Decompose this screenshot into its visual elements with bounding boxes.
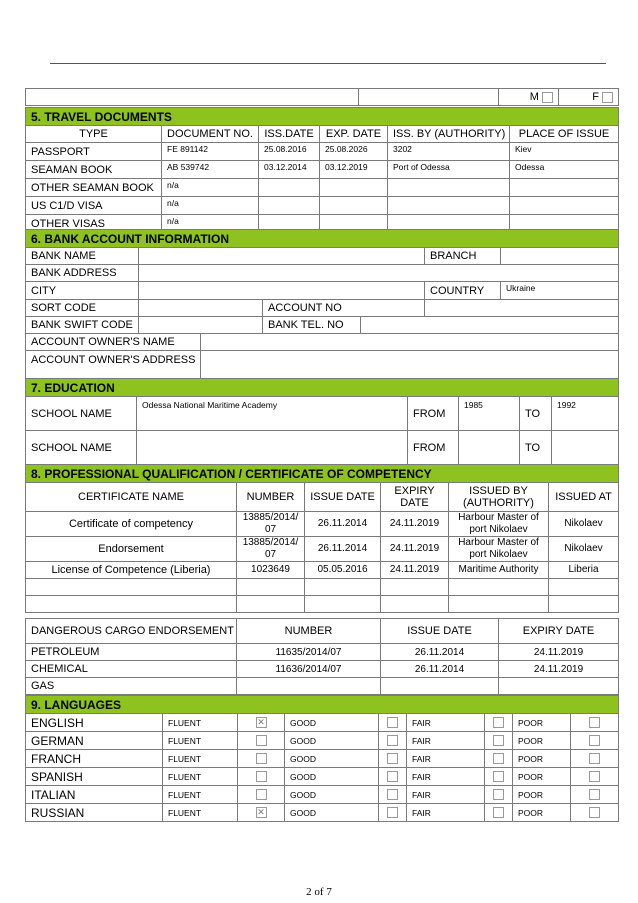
travel-header-cell: ISS. BY (AUTHORITY) [388,126,510,143]
qualification-field[interactable]: 24.11.2019 [381,562,449,579]
qualification-field[interactable] [305,596,381,613]
dangerous-header-row [26,619,619,644]
school-name-label: SCHOOL NAME [26,431,137,465]
qualification-field[interactable]: Nikolaev [549,512,619,537]
travel-field[interactable]: Port of Odessa [388,161,510,179]
level-checkbox[interactable] [589,735,600,746]
travel-field[interactable]: 3202 [388,143,510,161]
qualification-row [26,512,619,537]
level-checkbox-cell[interactable] [571,768,619,786]
travel-field[interactable] [510,197,619,215]
qualification-field[interactable] [549,579,619,596]
school-name-field[interactable]: Odessa National Maritime Academy [137,397,408,431]
travel-field[interactable] [259,197,320,215]
travel-field[interactable]: Kiev [510,143,619,161]
to-label: TO [520,431,552,465]
swift-label: BANK SWIFT CODE [26,317,139,334]
city-label: CITY [26,282,139,300]
certificate-name[interactable] [26,596,237,613]
section-title-education: 7. EDUCATION [26,379,619,397]
level-checkbox-cell[interactable] [485,750,513,768]
qualification-field[interactable] [305,579,381,596]
language-name: ITALIAN [26,786,163,804]
level-checkbox[interactable] [589,789,600,800]
level-label: GOOD [285,768,379,786]
travel-field[interactable]: n/a [162,215,259,233]
account-no-field[interactable] [425,300,619,317]
language-row [26,804,619,822]
qualification-table [25,464,619,613]
bank-tel-field[interactable] [361,317,619,334]
travel-field[interactable]: 25.08.2026 [320,143,388,161]
level-checkbox-cell[interactable] [238,714,285,732]
language-name: SPANISH [26,768,163,786]
level-checkbox[interactable] [493,807,504,818]
level-checkbox-cell[interactable] [379,714,407,732]
owner-name-label: ACCOUNT OWNER'S NAME [26,334,201,351]
qualification-row [26,537,619,562]
level-label: POOR [513,768,571,786]
level-label: GOOD [285,804,379,822]
dangerous-header-cell: NUMBER [237,619,381,644]
qualification-field[interactable]: Nikolaev [549,537,619,562]
level-checkbox-cell[interactable] [238,804,285,822]
level-checkbox[interactable] [589,807,600,818]
section-title-travel: 5. TRAVEL DOCUMENTS [26,108,619,126]
level-checkbox-cell[interactable] [238,732,285,750]
certificate-name[interactable]: Endorsement [26,537,237,562]
cargo-field[interactable]: 24.11.2019 [499,661,619,678]
level-checkbox[interactable] [387,753,398,764]
section-title-languages: 9. LANGUAGES [26,696,619,714]
level-checkbox-cell[interactable] [571,804,619,822]
level-label: FLUENT [163,732,238,750]
bank-name-field[interactable] [139,248,425,265]
level-checkbox-cell[interactable] [485,786,513,804]
level-label: POOR [513,750,571,768]
level-checkbox[interactable]: ✕ [257,717,265,728]
travel-field[interactable]: 03.12.2014 [259,161,320,179]
language-row [26,732,619,750]
owner-address-label: ACCOUNT OWNER'S ADDRESS [26,351,201,381]
level-label: FAIR [407,732,485,750]
qualification-field[interactable] [237,579,305,596]
cargo-type-label: CHEMICAL [26,661,237,678]
level-checkbox[interactable] [387,807,398,818]
qualification-row [26,596,619,613]
cargo-type-label: GAS [26,678,237,695]
qualification-field[interactable]: 26.11.2014 [305,512,381,537]
travel-row [26,179,619,197]
bank-tel-label: BANK TEL. NO [263,317,361,334]
qualification-field[interactable] [449,596,549,613]
level-checkbox[interactable] [493,753,504,764]
level-label: FAIR [407,768,485,786]
education-table [25,378,619,465]
level-checkbox[interactable] [589,753,600,764]
level-checkbox[interactable] [256,789,267,800]
level-checkbox[interactable] [493,771,504,782]
to-field[interactable] [552,431,619,465]
travel-type-label: OTHER VISAS [26,215,162,233]
qualification-field[interactable]: 24.11.2019 [381,537,449,562]
language-row [26,768,619,786]
level-label: FAIR [407,750,485,768]
qualification-field[interactable] [381,579,449,596]
section-title-qualification: 8. PROFESSIONAL QUALIFICATION / CERTIFICATE OF COMPETENCY [26,465,619,483]
travel-field[interactable] [388,179,510,197]
qualification-field[interactable]: 1023649 [237,562,305,579]
sort-code-field[interactable] [139,300,263,317]
level-label: FAIR [407,786,485,804]
level-label: GOOD [285,750,379,768]
gender-f-checkbox[interactable] [602,92,613,103]
travel-field[interactable]: n/a [162,179,259,197]
travel-header-cell: ISS.DATE [259,126,320,143]
qualification-field[interactable]: Harbour Master of port Nikolaev [449,512,549,537]
certificate-name[interactable]: Certificate of competency [26,512,237,537]
qualification-field[interactable] [549,596,619,613]
level-label: POOR [513,714,571,732]
level-label: FLUENT [163,768,238,786]
level-label: POOR [513,732,571,750]
languages-table [25,695,619,822]
level-label: FLUENT [163,804,238,822]
cargo-field[interactable]: 26.11.2014 [381,661,499,678]
level-checkbox-cell[interactable] [571,750,619,768]
travel-field[interactable]: n/a [162,197,259,215]
travel-type-label: SEAMAN BOOK [26,161,162,179]
bank-address-field[interactable] [139,265,619,282]
qualification-field[interactable] [449,579,549,596]
dangerous-cargo-table [25,618,619,695]
qualification-header-cell: ISSUED BY (AUTHORITY) [449,483,549,512]
travel-field[interactable] [320,179,388,197]
dangerous-row [26,678,619,695]
gender-f-cell[interactable] [559,89,619,106]
dangerous-header-cell: EXPIRY DATE [499,619,619,644]
qualification-header-cell: CERTIFICATE NAME [26,483,237,512]
swift-field[interactable] [139,317,263,334]
qualification-field[interactable]: 05.05.2016 [305,562,381,579]
level-checkbox-cell[interactable] [571,714,619,732]
level-checkbox[interactable] [387,735,398,746]
qualification-row [26,562,619,579]
level-checkbox-cell[interactable] [485,714,513,732]
cargo-field[interactable]: 24.11.2019 [499,644,619,661]
level-checkbox[interactable] [256,735,267,746]
travel-field[interactable] [259,179,320,197]
level-checkbox-cell[interactable] [238,786,285,804]
gender-m-label: M [529,91,539,103]
level-checkbox-cell[interactable] [485,768,513,786]
level-checkbox-cell[interactable] [485,804,513,822]
qualification-field[interactable] [381,596,449,613]
qualification-field[interactable]: 26.11.2014 [305,537,381,562]
to-label: TO [520,397,552,431]
education-row [26,431,619,465]
travel-field[interactable]: 03.12.2019 [320,161,388,179]
qualification-field[interactable]: 13885/2014/ 07 [237,537,305,562]
language-name: GERMAN [26,732,163,750]
qualification-field[interactable]: Harbour Master of port Nikolaev [449,537,549,562]
gender-row-table [25,88,619,106]
section-title-bank: 6. BANK ACCOUNT INFORMATION [26,230,619,248]
language-row [26,750,619,768]
header-rule [50,63,606,64]
bank-account-table [25,229,619,381]
level-checkbox[interactable] [493,717,504,728]
level-checkbox[interactable] [387,771,398,782]
language-name: RUSSIAN [26,804,163,822]
travel-row [26,143,619,161]
travel-row [26,197,619,215]
level-checkbox[interactable] [387,789,398,800]
language-name: ENGLISH [26,714,163,732]
language-row [26,714,619,732]
level-checkbox-cell[interactable] [379,750,407,768]
level-checkbox-cell[interactable] [379,804,407,822]
education-row [26,397,619,431]
level-checkbox-cell[interactable] [238,750,285,768]
owner-name-field[interactable] [201,334,619,351]
travel-field[interactable]: FE 891142 [162,143,259,161]
level-checkbox-cell[interactable] [571,732,619,750]
from-label: FROM [408,431,459,465]
level-checkbox[interactable] [256,771,267,782]
qualification-field[interactable]: 13885/2014/ 07 [237,512,305,537]
cargo-field[interactable]: 11635/2014/07 [237,644,381,661]
travel-header-cell: TYPE [26,126,162,143]
bank-address-label: BANK ADDRESS [26,265,139,282]
cargo-field[interactable]: 11636/2014/07 [237,661,381,678]
level-checkbox-cell[interactable] [571,786,619,804]
cargo-field[interactable]: 26.11.2014 [381,644,499,661]
qualification-field[interactable]: 24.11.2019 [381,512,449,537]
travel-field[interactable] [320,197,388,215]
travel-field[interactable] [388,197,510,215]
qualification-field[interactable] [237,596,305,613]
level-label: GOOD [285,732,379,750]
level-label: FLUENT [163,786,238,804]
level-label: FLUENT [163,750,238,768]
branch-label: BRANCH [425,248,501,265]
travel-field[interactable]: AB 539742 [162,161,259,179]
school-name-label: SCHOOL NAME [26,397,137,431]
page-number: 2 of 7 [306,886,332,898]
level-label: GOOD [285,786,379,804]
dangerous-header-cell: DANGEROUS CARGO ENDORSEMENT [26,619,237,644]
travel-documents-table [25,107,619,233]
level-label: FAIR [407,714,485,732]
travel-type-label: PASSPORT [26,143,162,161]
cargo-type-label: PETROLEUM [26,644,237,661]
from-label: FROM [408,397,459,431]
level-checkbox-cell[interactable] [485,732,513,750]
to-field[interactable]: 1992 [552,397,619,431]
qualification-field[interactable]: Liberia [549,562,619,579]
travel-header-cell: EXP. DATE [320,126,388,143]
level-label: FAIR [407,804,485,822]
certificate-name[interactable] [26,579,237,596]
travel-header-cell: PLACE OF ISSUE [510,126,619,143]
level-label: GOOD [285,714,379,732]
gender-m-cell[interactable] [499,89,559,106]
level-checkbox[interactable]: ✕ [257,807,265,818]
branch-field[interactable] [501,248,619,265]
country-field[interactable]: Ukraine [501,282,619,300]
level-label: POOR [513,804,571,822]
level-checkbox[interactable] [493,735,504,746]
owner-address-field[interactable] [201,351,619,381]
from-field[interactable] [459,431,520,465]
certificate-name[interactable]: License of Competence (Liberia) [26,562,237,579]
cargo-field[interactable] [499,678,619,695]
qualification-row [26,579,619,596]
level-checkbox-cell[interactable] [238,768,285,786]
bank-name-label: BANK NAME [26,248,139,265]
qualification-header-cell: NUMBER [237,483,305,512]
qualification-header-cell: ISSUED AT [549,483,619,512]
travel-field[interactable]: Odessa [510,161,619,179]
level-checkbox-cell[interactable] [379,768,407,786]
level-label: POOR [513,786,571,804]
sort-code-label: SORT CODE [26,300,139,317]
gender-m-checkbox[interactable] [542,92,553,103]
level-checkbox[interactable] [387,717,398,728]
qualification-field[interactable]: Maritime Authority [449,562,549,579]
level-checkbox[interactable] [589,717,600,728]
from-field[interactable]: 1985 [459,397,520,431]
dangerous-row [26,661,619,678]
qualification-header-cell: ISSUE DATE [305,483,381,512]
language-name: FRANCH [26,750,163,768]
account-no-label: ACCOUNT NO [263,300,425,317]
travel-row [26,161,619,179]
dangerous-row [26,644,619,661]
country-label: COUNTRY [425,282,501,300]
level-checkbox[interactable] [493,789,504,800]
school-name-field[interactable] [137,431,408,465]
travel-header-cell: DOCUMENT NO. [162,126,259,143]
dangerous-header-cell: ISSUE DATE [381,619,499,644]
level-checkbox-cell[interactable] [379,732,407,750]
level-checkbox[interactable] [589,771,600,782]
gender-f-label: F [592,91,599,103]
language-row [26,786,619,804]
travel-type-label: US C1/D VISA [26,197,162,215]
level-checkbox-cell[interactable] [379,786,407,804]
qualification-header-cell: EXPIRY DATE [381,483,449,512]
city-field[interactable] [139,282,425,300]
travel-field[interactable]: 25.08.2016 [259,143,320,161]
level-label: FLUENT [163,714,238,732]
travel-field[interactable] [510,179,619,197]
cargo-field[interactable] [237,678,381,695]
travel-type-label: OTHER SEAMAN BOOK [26,179,162,197]
level-checkbox[interactable] [256,753,267,764]
cargo-field[interactable] [381,678,499,695]
